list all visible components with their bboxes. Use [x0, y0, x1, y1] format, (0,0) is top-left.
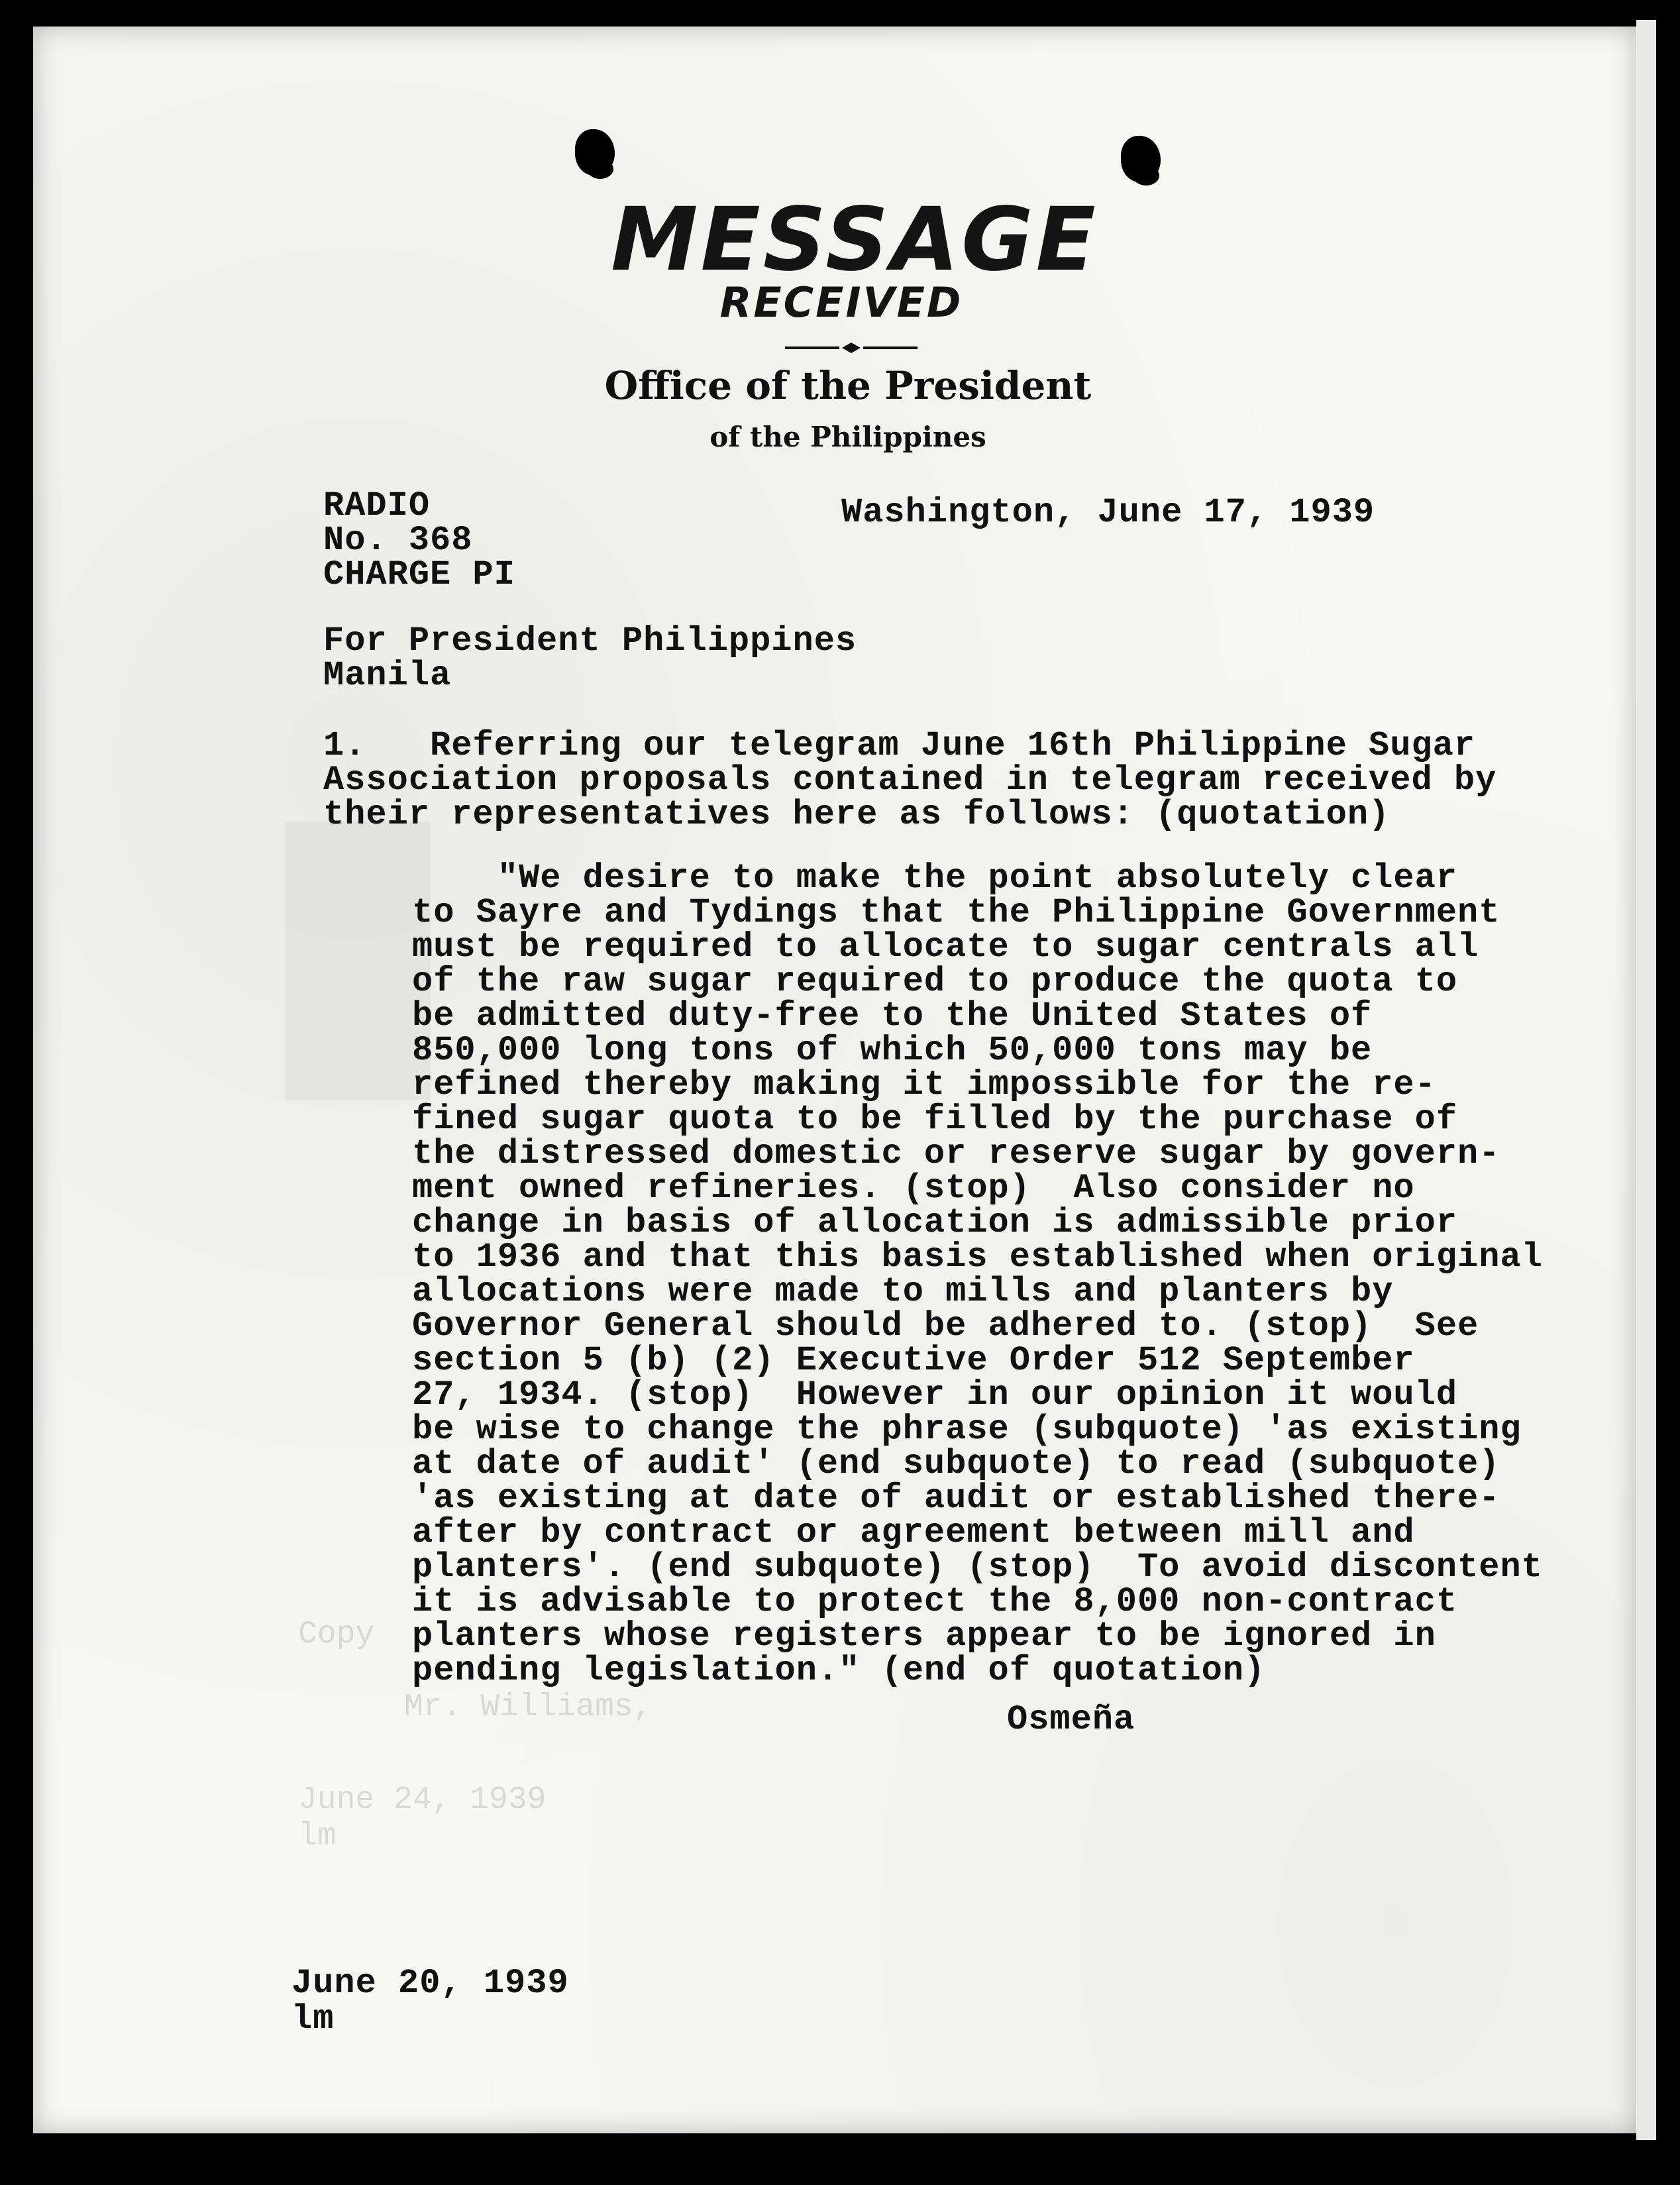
quote-line: pending legislation." (end of quotation) — [412, 1651, 1266, 1690]
punch-hole-right — [1121, 136, 1161, 182]
quote-line: Governor General should be adhered to. (stop) See — [412, 1306, 1479, 1346]
quote-line: change in basis of allocation is admissible prior — [412, 1203, 1458, 1242]
quote-line: 850,000 long tons of which 50,000 tons may be — [412, 1031, 1373, 1070]
quote-line: must be required to allocate to sugar centrals all — [412, 928, 1479, 967]
quote-line: section 5 (b) (2) Executive Order 512 September — [412, 1341, 1415, 1380]
quote-line: after by contract or agreement between mill and — [412, 1513, 1415, 1552]
quote-line: to 1936 and that this basis established when original — [412, 1238, 1543, 1277]
quote-line: 27, 1934. (stop) However in our opinion it would — [412, 1375, 1458, 1414]
addressee-line2: Manila — [323, 656, 452, 695]
footer-date: June 20, 1939 — [291, 1964, 569, 2003]
routing-radio: RADIO — [323, 486, 431, 525]
letterhead-subtitle: RECEIVED — [719, 278, 963, 327]
bleed-shade — [285, 822, 431, 1100]
quote-line: "We desire to make the point absolutely clear — [412, 859, 1458, 898]
quote-line: at date of audit' (end subquote) to read (subquote) — [412, 1444, 1500, 1483]
quote-line: 'as existing at date of audit or established there- — [412, 1479, 1500, 1518]
quote-line: ment owned refineries. (stop) Also consider no — [412, 1169, 1415, 1208]
routing-number: No. 368 — [323, 521, 473, 560]
bleed-text-name: Mr. Williams, — [404, 1689, 653, 1725]
bleed-text-copy: Copy — [298, 1617, 375, 1652]
quote-line: allocations were made to mills and planters by — [412, 1272, 1394, 1311]
paper-edge — [1636, 20, 1656, 2140]
intro-line-3: their representatives here as follows: (quotation) — [323, 795, 1391, 834]
punch-hole-left — [575, 129, 615, 176]
quote-line: fined sugar quota to be filled by the purchase of — [412, 1100, 1458, 1139]
quote-line: it is advisable to protect the 8,000 non-contract — [412, 1582, 1458, 1621]
quote-line: refined thereby making it impossible for the re- — [412, 1065, 1436, 1104]
quote-line: to Sayre and Tydings that the Philippine Government — [412, 893, 1500, 932]
bleed-text-date: June 24, 1939 — [298, 1782, 547, 1818]
ornament-divider-icon — [785, 341, 918, 354]
quote-line: the distressed domestic or reserve sugar by govern- — [412, 1134, 1500, 1173]
intro-line-1: 1. Referring our telegram June 16th Philippine Sugar — [323, 726, 1476, 765]
quote-line: planters whose registers appear to be ignored in — [412, 1617, 1436, 1656]
addressee-line1: For President Philippines — [323, 621, 857, 661]
quote-line: planters'. (end subquote) (stop) To avoid discontent — [412, 1548, 1543, 1587]
intro-line-2: Association proposals contained in telegram received by — [323, 761, 1497, 800]
quote-line: be admitted duty-free to the United States of — [412, 996, 1373, 1036]
letterhead-country: of the Philippines — [709, 421, 986, 453]
bleed-text-initials: lm — [298, 1819, 337, 1854]
quote-line: be wise to change the phrase (subquote) 'as existing — [412, 1410, 1522, 1449]
dateline: Washington, June 17, 1939 — [841, 493, 1375, 532]
footer-initials: lm — [291, 1999, 335, 2039]
signature: Osmeña — [1007, 1700, 1135, 1739]
letterhead-office: Office of the President — [604, 363, 1092, 408]
letterhead-title: MESSAGE — [611, 189, 1098, 291]
routing-charge: CHARGE PI — [323, 555, 515, 594]
quote-line: of the raw sugar required to produce the quota to — [412, 962, 1458, 1001]
